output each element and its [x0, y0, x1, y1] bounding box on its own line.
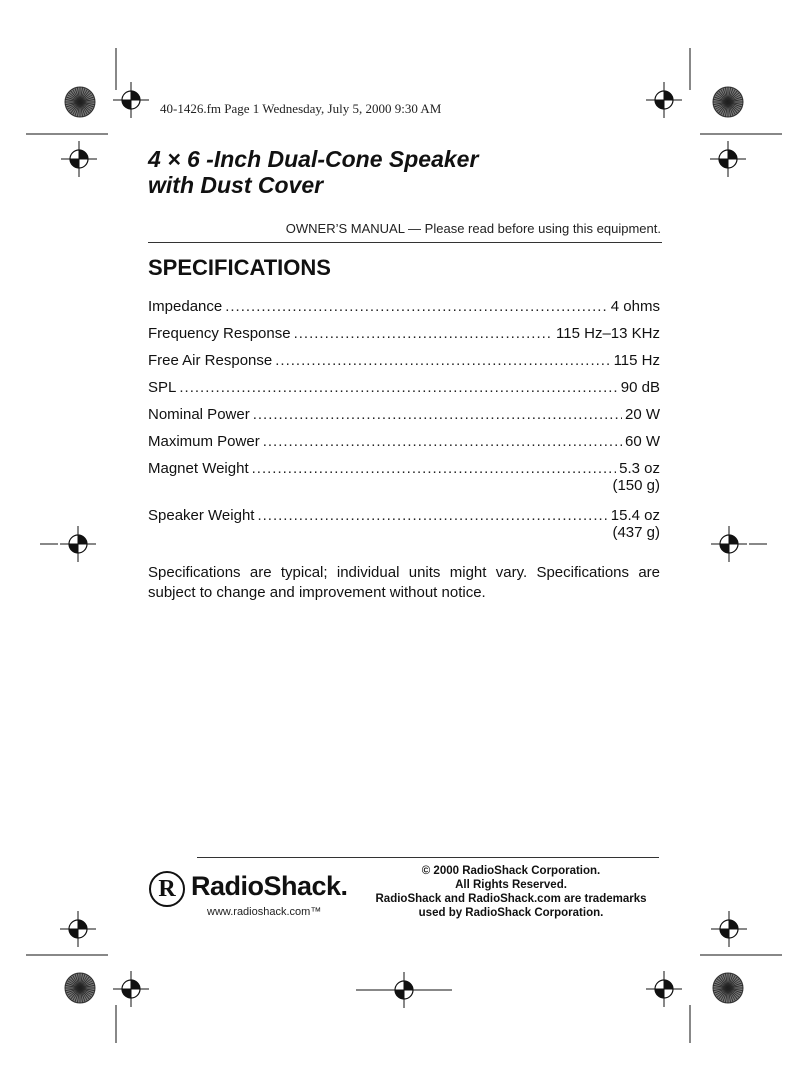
radioshack-logo [149, 869, 349, 921]
crosshair-fill [729, 535, 738, 544]
spec-row-maximum-power [148, 428, 660, 455]
spec-row-speaker-weight [148, 502, 660, 529]
spec-row-spl [148, 374, 660, 401]
logo-wordmark: RadioShack. [191, 871, 348, 901]
spec-value: 20 W [624, 406, 660, 423]
spec-label: Speaker Weight [148, 507, 255, 524]
copyright-block [366, 864, 656, 920]
crosshair-fill [664, 980, 673, 989]
spec-sub-value: (150 g) [612, 477, 660, 494]
crosshair-fill [404, 981, 413, 990]
dot-leader [257, 502, 607, 529]
spec-row-free-air-response [148, 347, 660, 374]
title-line-1: 4 × 6 -Inch Dual-Cone Speaker [148, 146, 479, 172]
copyright-line: All Rights Reserved. [455, 879, 567, 891]
crosshair-fill [655, 989, 664, 998]
dot-leader [275, 347, 610, 374]
spec-label: Maximum Power [148, 433, 260, 450]
dot-leader [253, 401, 622, 428]
dot-leader [252, 455, 617, 482]
spec-label: Frequency Response [148, 325, 291, 342]
specifications-list [148, 293, 660, 549]
file-info-header: 40-1426.fm Page 1 Wednesday, July 5, 2000 9:30 AM [160, 101, 442, 116]
owners-manual-subtitle: OWNER’S MANUAL — Please read before using this equipment. [285, 221, 661, 236]
crosshair-fill [720, 929, 729, 938]
crosshair-fill [78, 535, 87, 544]
crosshair-fill [728, 150, 737, 159]
spec-value: 115 Hz [613, 352, 660, 369]
crosshair-fill [720, 544, 729, 553]
divider-top [148, 242, 662, 243]
crosshair-fill [122, 989, 131, 998]
spec-row-magnet-weight [148, 455, 660, 482]
spec-value: 90 dB [620, 379, 660, 396]
spec-label: Nominal Power [148, 406, 250, 423]
crosshair-fill [729, 920, 738, 929]
copyright-line: used by RadioShack Corporation. [418, 907, 604, 919]
divider-bottom [197, 857, 659, 858]
spec-label: Impedance [148, 298, 223, 315]
copyright-line: RadioShack and RadioShack.com are trademarks [375, 893, 647, 905]
specifications-note: Specifications are typical; individual units might vary. Specifications are subject to change and improvement without notice. [148, 564, 660, 601]
crosshair-fill [69, 544, 78, 553]
title-line-2: with Dust Cover [148, 172, 324, 198]
crosshair-fill [655, 100, 664, 109]
crosshair-fill [70, 159, 79, 168]
spec-row-frequency-response [148, 320, 660, 347]
crosshair-fill [122, 100, 131, 109]
spec-value: 5.3 oz [619, 460, 660, 477]
dot-leader [263, 428, 622, 455]
spec-value: 60 W [624, 433, 660, 450]
spec-row-nominal-power [148, 401, 660, 428]
crosshair-fill [79, 150, 88, 159]
spec-value: 4 ohms [610, 298, 660, 315]
section-heading: SPECIFICATIONS [148, 255, 331, 280]
spec-label: Free Air Response [148, 352, 273, 369]
crosshair-fill [664, 91, 673, 100]
spec-label: Magnet Weight [148, 460, 249, 477]
spec-value: 115 Hz–13 KHz [556, 325, 660, 342]
document-title [148, 146, 478, 198]
spec-sub-value: (437 g) [612, 524, 660, 541]
copyright-line: © 2000 RadioShack Corporation. [421, 865, 601, 877]
spec-label: SPL [148, 379, 177, 396]
crosshair-fill [719, 159, 728, 168]
crosshair-fill [131, 980, 140, 989]
crosshair-fill [131, 91, 140, 100]
dot-leader [294, 320, 553, 347]
crosshair-fill [78, 920, 87, 929]
spec-value: 15.4 oz [610, 507, 660, 524]
dot-leader [179, 374, 617, 401]
crosshair-fill [69, 929, 78, 938]
crosshair-fill [395, 990, 404, 999]
dot-leader [225, 293, 608, 320]
spec-row-impedance [148, 293, 660, 320]
registered-mark-icon: R [149, 871, 185, 907]
website-url: www.radioshack.com™ [207, 906, 322, 918]
